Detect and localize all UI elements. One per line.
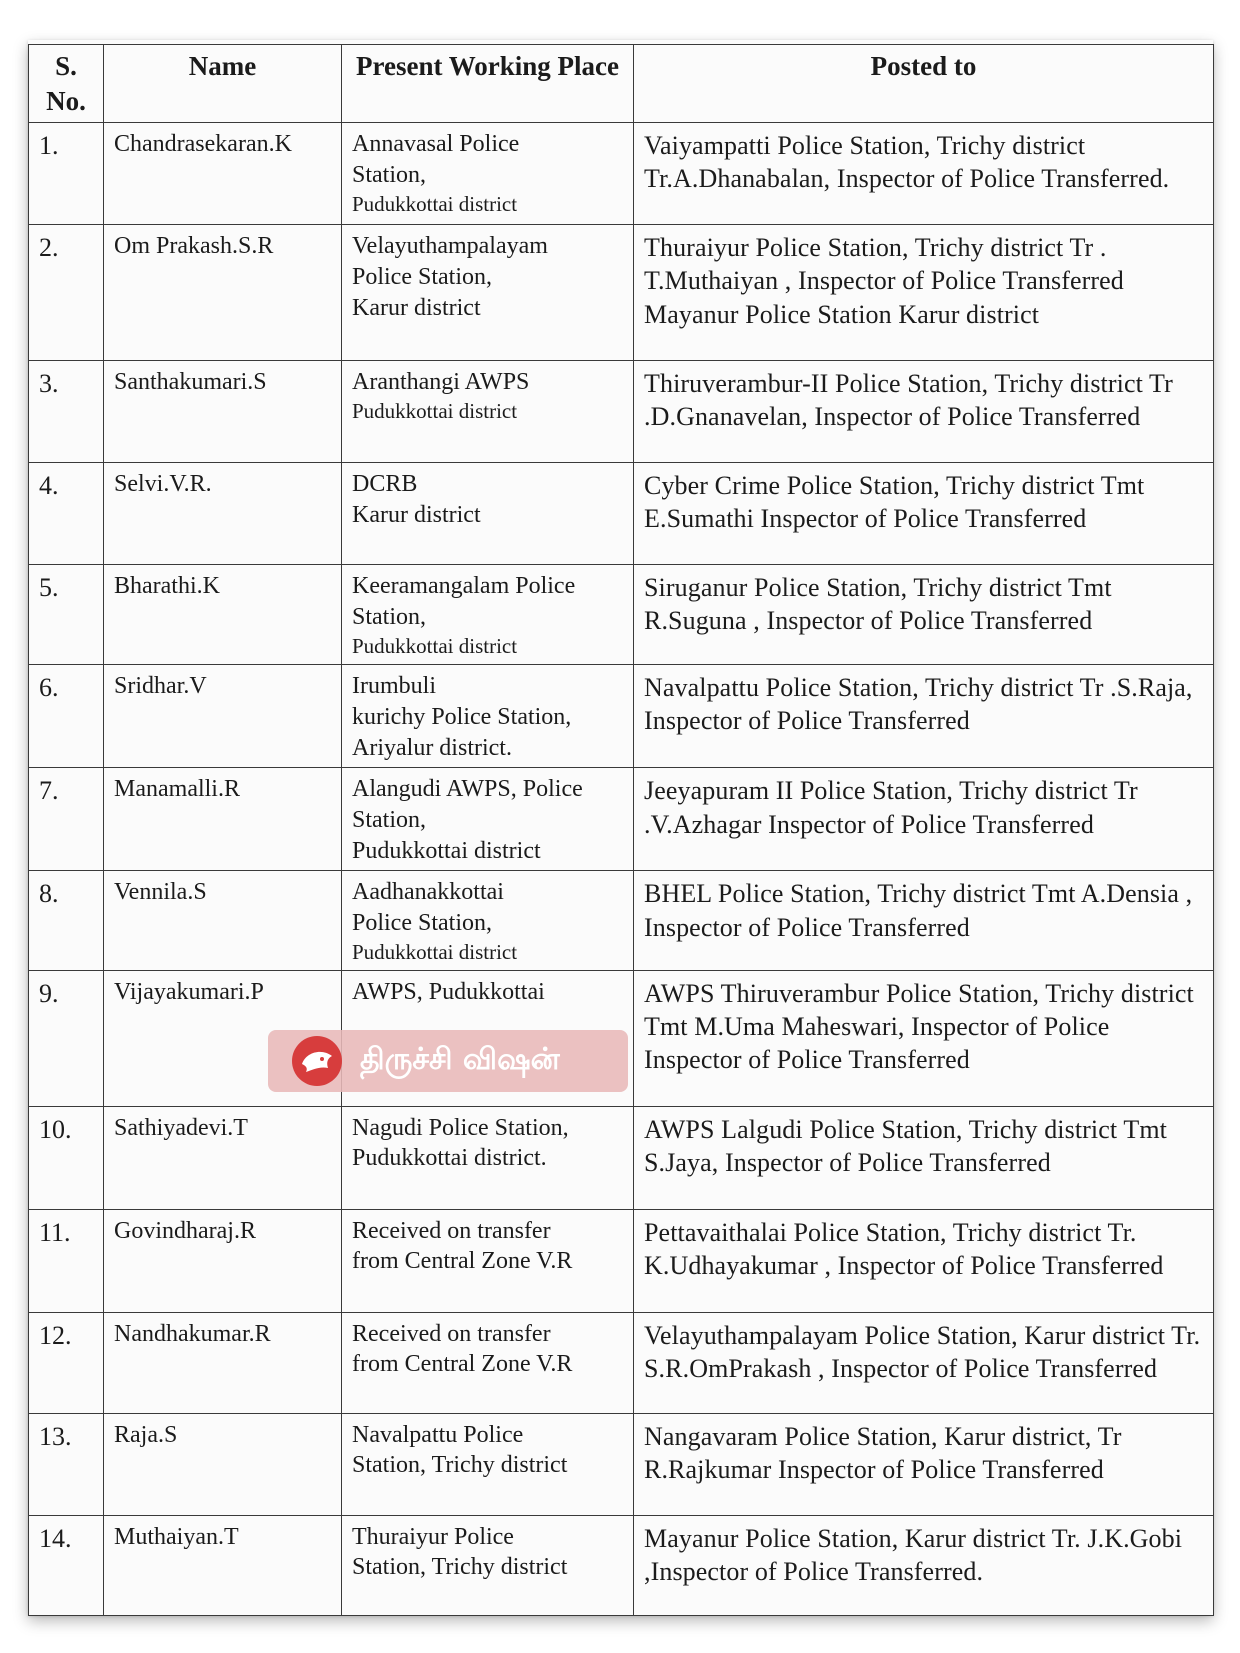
cell-present-working-place (342, 1312, 634, 1413)
cell-present-working-place (342, 1106, 634, 1209)
cell-sno: 14. (29, 1515, 104, 1615)
cell-name: Muthaiyan.T (104, 1515, 342, 1615)
table-row (29, 1106, 1214, 1209)
cell-sno: 12. (29, 1312, 104, 1413)
cell-sno: 1. (29, 123, 104, 225)
place-line: Pudukkottai district (352, 633, 518, 658)
place-line: Irumbuli (352, 673, 436, 700)
cell-posted-to: Nangavaram Police Station, Karur district, Tr R.Rajkumar Inspector of Police Transferred (634, 1413, 1214, 1515)
table-row (29, 123, 1214, 225)
cell-sno: 13. (29, 1413, 104, 1515)
place-line: from Central Zone V.R (352, 1351, 573, 1378)
place-line: Aranthangi AWPS (352, 369, 530, 396)
table-row (29, 225, 1214, 361)
cell-sno: 10. (29, 1106, 104, 1209)
cell-name: Bharathi.K (104, 565, 342, 665)
place-line: Station, (352, 806, 427, 833)
cell-posted-to: Cyber Crime Police Station, Trichy district Tmt E.Sumathi Inspector of Police Transferred (634, 463, 1214, 565)
cell-present-working-place (342, 768, 634, 871)
cell-present-working-place (342, 665, 634, 768)
cell-sno: 2. (29, 225, 104, 361)
cell-present-working-place (342, 1413, 634, 1515)
table-row (29, 463, 1214, 565)
table-row (29, 361, 1214, 463)
table-row (29, 871, 1214, 970)
cell-posted-to: Thiruverambur-II Police Station, Trichy district Tr .D.Gnanavelan, Inspector of Police Transferred (634, 361, 1214, 463)
cell-present-working-place (342, 361, 634, 463)
watermark-badge (268, 1030, 628, 1092)
cell-name: Raja.S (104, 1413, 342, 1515)
place-line: Velayuthampalayam (352, 233, 548, 260)
header-row (29, 45, 1214, 123)
table-row (29, 1515, 1214, 1615)
cell-name: Selvi.V.R. (104, 463, 342, 565)
place-line: Alangudi AWPS, Police (352, 776, 583, 803)
cell-posted-to: Thuraiyur Police Station, Trichy district Tr . T.Muthaiyan , Inspector of Police Transferred Mayanur Police Station Karur district (634, 225, 1214, 361)
cell-present-working-place (342, 1515, 634, 1615)
place-line: Navalpattu Police (352, 1421, 524, 1448)
table-row (29, 1413, 1214, 1515)
header-present-working-place: Present Working Place (342, 45, 634, 123)
cell-name: Govindharaj.R (104, 1209, 342, 1312)
cell-name: Sathiyadevi.T (104, 1106, 342, 1209)
place-line: Station, (352, 603, 427, 630)
cell-posted-to: AWPS Lalgudi Police Station, Trichy district Tmt S.Jaya, Inspector of Police Transferred (634, 1106, 1214, 1209)
watermark-text: திருச்சி விஷன் (360, 1041, 560, 1077)
cell-sno: 11. (29, 1209, 104, 1312)
table-row (29, 1312, 1214, 1413)
place-line: from Central Zone V.R (352, 1248, 573, 1275)
table-row (29, 665, 1214, 768)
place-line: AWPS, Pudukkottai (352, 978, 545, 1005)
cell-posted-to: BHEL Police Station, Trichy district Tmt A.Densia , Inspector of Police Transferred (634, 871, 1214, 970)
table-row (29, 1209, 1214, 1312)
place-line: Station, Trichy district (352, 1452, 568, 1479)
cell-sno: 5. (29, 565, 104, 665)
place-line: Pudukkottai district (352, 939, 518, 964)
place-line: Pudukkottai district (352, 398, 518, 423)
document-page (28, 40, 1213, 1615)
header-sno: S. No. (29, 45, 104, 123)
place-line: Aadhanakkottai (352, 879, 504, 906)
place-line: Pudukkottai district. (352, 1145, 547, 1172)
place-line: Pudukkottai district (352, 837, 541, 864)
cell-present-working-place (342, 225, 634, 361)
place-line: Karur district (352, 501, 481, 528)
place-line: Karur district (352, 294, 481, 321)
place-line: Annavasal Police (352, 131, 520, 158)
cell-name: Santhakumari.S (104, 361, 342, 463)
header-posted-to: Posted to (634, 45, 1214, 123)
cell-name: Vijayakumari.P (104, 970, 342, 1106)
cell-name: Chandrasekaran.K (104, 123, 342, 225)
cell-sno: 8. (29, 871, 104, 970)
place-line: Thuraiyur Police (352, 1523, 514, 1550)
tiger-head-icon (292, 1036, 342, 1086)
cell-posted-to: Velayuthampalayam Police Station, Karur district Tr. S.R.OmPrakash , Inspector of Police Transferred (634, 1312, 1214, 1413)
place-line: DCRB (352, 471, 418, 498)
header-name: Name (104, 45, 342, 123)
cell-present-working-place (342, 1209, 634, 1312)
place-line: Police Station, (352, 910, 492, 937)
cell-posted-to: Jeeyapuram II Police Station, Trichy district Tr .V.Azhagar Inspector of Police Transferred (634, 768, 1214, 871)
cell-name: Nandhakumar.R (104, 1312, 342, 1413)
table-row (29, 565, 1214, 665)
cell-sno: 4. (29, 463, 104, 565)
cell-posted-to: Vaiyampatti Police Station, Trichy district Tr.A.Dhanabalan, Inspector of Police Transferred. (634, 123, 1214, 225)
place-line: Police Station, (352, 263, 492, 290)
cell-sno: 3. (29, 361, 104, 463)
cell-sno: 6. (29, 665, 104, 768)
cell-name: Sridhar.V (104, 665, 342, 768)
place-line: Station, Trichy district (352, 1554, 568, 1581)
cell-posted-to: Navalpattu Police Station, Trichy district Tr .S.Raja, Inspector of Police Transferred (634, 665, 1214, 768)
place-line: Pudukkottai district (352, 191, 518, 216)
cell-sno: 7. (29, 768, 104, 871)
table-row (29, 768, 1214, 871)
cell-posted-to: Mayanur Police Station, Karur district Tr. J.K.Gobi ,Inspector of Police Transferred. (634, 1515, 1214, 1615)
place-line: Nagudi Police Station, (352, 1114, 569, 1141)
cell-posted-to: Pettavaithalai Police Station, Trichy district Tr. K.Udhayakumar , Inspector of Police Transferred (634, 1209, 1214, 1312)
cell-present-working-place (342, 871, 634, 970)
place-line: Station, (352, 161, 427, 188)
place-line: Ariyalur district. (352, 734, 512, 761)
cell-present-working-place (342, 463, 634, 565)
cell-posted-to: Siruganur Police Station, Trichy district Tmt R.Suguna , Inspector of Police Transferred (634, 565, 1214, 665)
place-line: Received on transfer (352, 1217, 551, 1244)
transfer-table (28, 44, 1214, 1616)
cell-name: Om Prakash.S.R (104, 225, 342, 361)
cell-posted-to: AWPS Thiruverambur Police Station, Trichy district Tmt M.Uma Maheswari, Inspector of Police Inspector of Police Transferred (634, 970, 1214, 1106)
cell-present-working-place (342, 123, 634, 225)
place-line: Keeramangalam Police (352, 573, 576, 600)
cell-sno: 9. (29, 970, 104, 1106)
place-line: Received on transfer (352, 1320, 551, 1347)
cell-name: Manamalli.R (104, 768, 342, 871)
cell-name: Vennila.S (104, 871, 342, 970)
place-line: kurichy Police Station, (352, 703, 572, 730)
table-body (29, 123, 1214, 1616)
cell-present-working-place (342, 565, 634, 665)
